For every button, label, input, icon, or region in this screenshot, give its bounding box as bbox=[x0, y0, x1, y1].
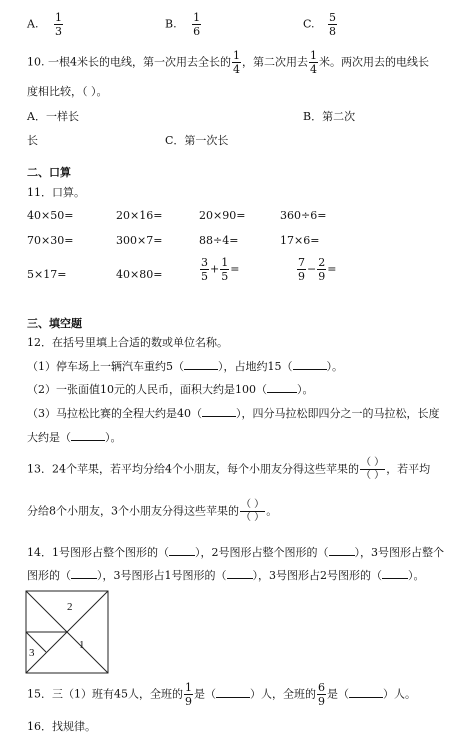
text: 是（ bbox=[194, 687, 216, 701]
q10-text: 米。两次用去的电线长 bbox=[319, 55, 429, 69]
calc-item: 360÷6= bbox=[280, 209, 327, 222]
numerator: 1 bbox=[185, 681, 192, 694]
denominator: 4 bbox=[233, 63, 240, 76]
text: ）。 bbox=[408, 569, 425, 582]
text: 大约是（ bbox=[27, 431, 71, 444]
calc-item: 40×80= bbox=[116, 268, 163, 281]
q10-option-b: B．第二次 bbox=[303, 110, 356, 123]
numerator: 1 bbox=[221, 256, 229, 269]
calc-item: 88÷4= bbox=[199, 234, 239, 247]
q10-option-a: A．一样长 bbox=[27, 110, 79, 123]
text: ）。 bbox=[297, 383, 314, 396]
text: ）。 bbox=[105, 431, 122, 444]
question-15 bbox=[27, 682, 416, 707]
answer-blank[interactable] bbox=[382, 578, 408, 579]
fraction bbox=[54, 12, 63, 37]
numerator: 5 bbox=[329, 11, 337, 24]
option-a bbox=[27, 12, 64, 37]
fraction bbox=[297, 257, 306, 282]
text: ），3号图形占1号图形的（ bbox=[97, 569, 227, 582]
numerator: 1 bbox=[54, 11, 62, 24]
operator: + bbox=[210, 262, 220, 276]
q12-item-1 bbox=[27, 358, 343, 374]
blank-fraction[interactable] bbox=[360, 458, 385, 481]
fraction bbox=[184, 682, 193, 707]
answer-blank[interactable] bbox=[71, 578, 97, 579]
text: （3）马拉松比赛的全程大约是40（ bbox=[27, 407, 202, 420]
text: ），2号图形占整个图形的（ bbox=[195, 546, 329, 559]
q11-title: 11．口算。 bbox=[27, 186, 85, 199]
calc-item: 40×50= bbox=[27, 209, 74, 222]
fraction bbox=[309, 50, 318, 75]
option-label: C. bbox=[303, 17, 315, 31]
fraction bbox=[200, 257, 209, 282]
q12-item-3 bbox=[27, 405, 440, 421]
answer-blank[interactable] bbox=[202, 416, 236, 417]
question-10 bbox=[27, 50, 429, 75]
denominator: （ ） bbox=[241, 512, 265, 523]
numerator: 1 bbox=[193, 11, 201, 24]
q10-option-b-cont: 长 bbox=[27, 134, 38, 147]
text: 。 bbox=[266, 504, 278, 518]
shape-label-1: 1 bbox=[79, 639, 85, 651]
calc-item: 20×90= bbox=[199, 209, 246, 222]
denominator: 4 bbox=[310, 63, 317, 76]
text: 是（ bbox=[327, 687, 349, 701]
calc-fraction-expression bbox=[296, 257, 336, 282]
option-b bbox=[165, 12, 202, 37]
answer-blank[interactable] bbox=[349, 697, 383, 698]
fraction bbox=[317, 682, 326, 707]
text: 13．24个苹果，若平均分给4个小朋友，每个小朋友分得这些苹果的 bbox=[27, 462, 359, 476]
text: 分给8个小朋友，3个小朋友分得这些苹果的 bbox=[27, 504, 239, 518]
q10-line2: 度相比较，（ ）。 bbox=[27, 85, 108, 98]
question-14 bbox=[27, 544, 444, 560]
denominator: 3 bbox=[54, 25, 62, 38]
calc-item: 300×7= bbox=[116, 234, 163, 247]
numerator: 6 bbox=[318, 681, 325, 694]
numerator: 3 bbox=[201, 256, 208, 269]
q16-title: 16．找规律。 bbox=[27, 720, 96, 733]
answer-blank[interactable] bbox=[329, 555, 355, 556]
equals: = bbox=[327, 262, 337, 276]
q12-item-2 bbox=[27, 381, 314, 397]
question-14-cont bbox=[27, 567, 425, 583]
tangram-figure bbox=[25, 590, 109, 674]
answer-blank[interactable] bbox=[216, 697, 250, 698]
q10-text: ，第二次用去 bbox=[242, 55, 308, 69]
calc-item: 5×17= bbox=[27, 268, 67, 281]
numerator: 2 bbox=[318, 256, 326, 269]
section-heading-2: 二、口算 bbox=[27, 166, 71, 179]
section-heading-3: 三、填空题 bbox=[27, 317, 82, 330]
fraction bbox=[328, 12, 337, 37]
text: （1）停车场上一辆汽车重约5（ bbox=[27, 360, 184, 373]
text: ），3号图形占2号图形的（ bbox=[252, 569, 382, 582]
q12-title: 12．在括号里填上合适的数或单位名称。 bbox=[27, 336, 228, 349]
answer-blank[interactable] bbox=[71, 440, 105, 441]
denominator: 5 bbox=[221, 270, 229, 283]
denominator: 8 bbox=[329, 25, 337, 38]
text: ），占地约15（ bbox=[218, 360, 293, 373]
shape-label-3: 3 bbox=[29, 647, 35, 659]
question-13 bbox=[27, 458, 430, 481]
denominator: 9 bbox=[185, 695, 192, 708]
denominator: 9 bbox=[318, 270, 326, 283]
fraction bbox=[232, 50, 241, 75]
text: ）。 bbox=[326, 360, 343, 373]
text: 15．三（1）班有45人，全班的 bbox=[27, 687, 183, 701]
text: ，若平均 bbox=[386, 462, 431, 476]
answer-blank[interactable] bbox=[227, 578, 253, 579]
q10-option-c: C．第一次长 bbox=[165, 134, 229, 147]
equals: = bbox=[230, 262, 240, 276]
text: ）人，全班的 bbox=[250, 687, 316, 701]
option-label: B. bbox=[165, 17, 177, 31]
numerator: 1 bbox=[233, 49, 240, 62]
text: ），3号图形占整个 bbox=[354, 546, 444, 559]
denominator: 5 bbox=[201, 270, 208, 283]
text: 14．1号图形占整个图形的（ bbox=[27, 546, 169, 559]
fraction bbox=[192, 12, 201, 37]
q10-text: 10. 一根4米长的电线，第一次用去全长的 bbox=[27, 55, 231, 69]
numerator: （ ） bbox=[241, 499, 265, 510]
denominator: 6 bbox=[193, 25, 201, 38]
answer-blank[interactable] bbox=[267, 392, 297, 393]
blank-fraction[interactable] bbox=[240, 500, 265, 523]
option-c bbox=[303, 12, 338, 37]
calc-item: 17×6= bbox=[280, 234, 320, 247]
option-label: A. bbox=[27, 17, 39, 31]
denominator: （ ） bbox=[361, 470, 385, 481]
numerator: 1 bbox=[310, 49, 317, 62]
fraction bbox=[317, 257, 326, 282]
fraction bbox=[220, 257, 229, 282]
calc-item: 70×30= bbox=[27, 234, 74, 247]
text: ），四分马拉松即四分之一的马拉松，长度 bbox=[236, 407, 440, 420]
calc-item: 20×16= bbox=[116, 209, 163, 222]
numerator: （ ） bbox=[361, 457, 385, 468]
text: ）人。 bbox=[383, 687, 416, 701]
answer-blank[interactable] bbox=[169, 555, 195, 556]
calc-fraction-expression bbox=[199, 257, 239, 282]
text: 图形的（ bbox=[27, 569, 71, 582]
numerator: 7 bbox=[298, 256, 305, 269]
question-13-cont bbox=[27, 500, 277, 523]
denominator: 9 bbox=[318, 695, 325, 708]
shape-label-2: 2 bbox=[67, 601, 73, 613]
operator: − bbox=[307, 262, 317, 276]
q12-item-3-cont bbox=[27, 429, 122, 445]
denominator: 9 bbox=[298, 270, 305, 283]
answer-blank[interactable] bbox=[293, 369, 327, 370]
text: （2）一张面值10元的人民币，面积大约是100（ bbox=[27, 383, 267, 396]
answer-blank[interactable] bbox=[184, 369, 218, 370]
